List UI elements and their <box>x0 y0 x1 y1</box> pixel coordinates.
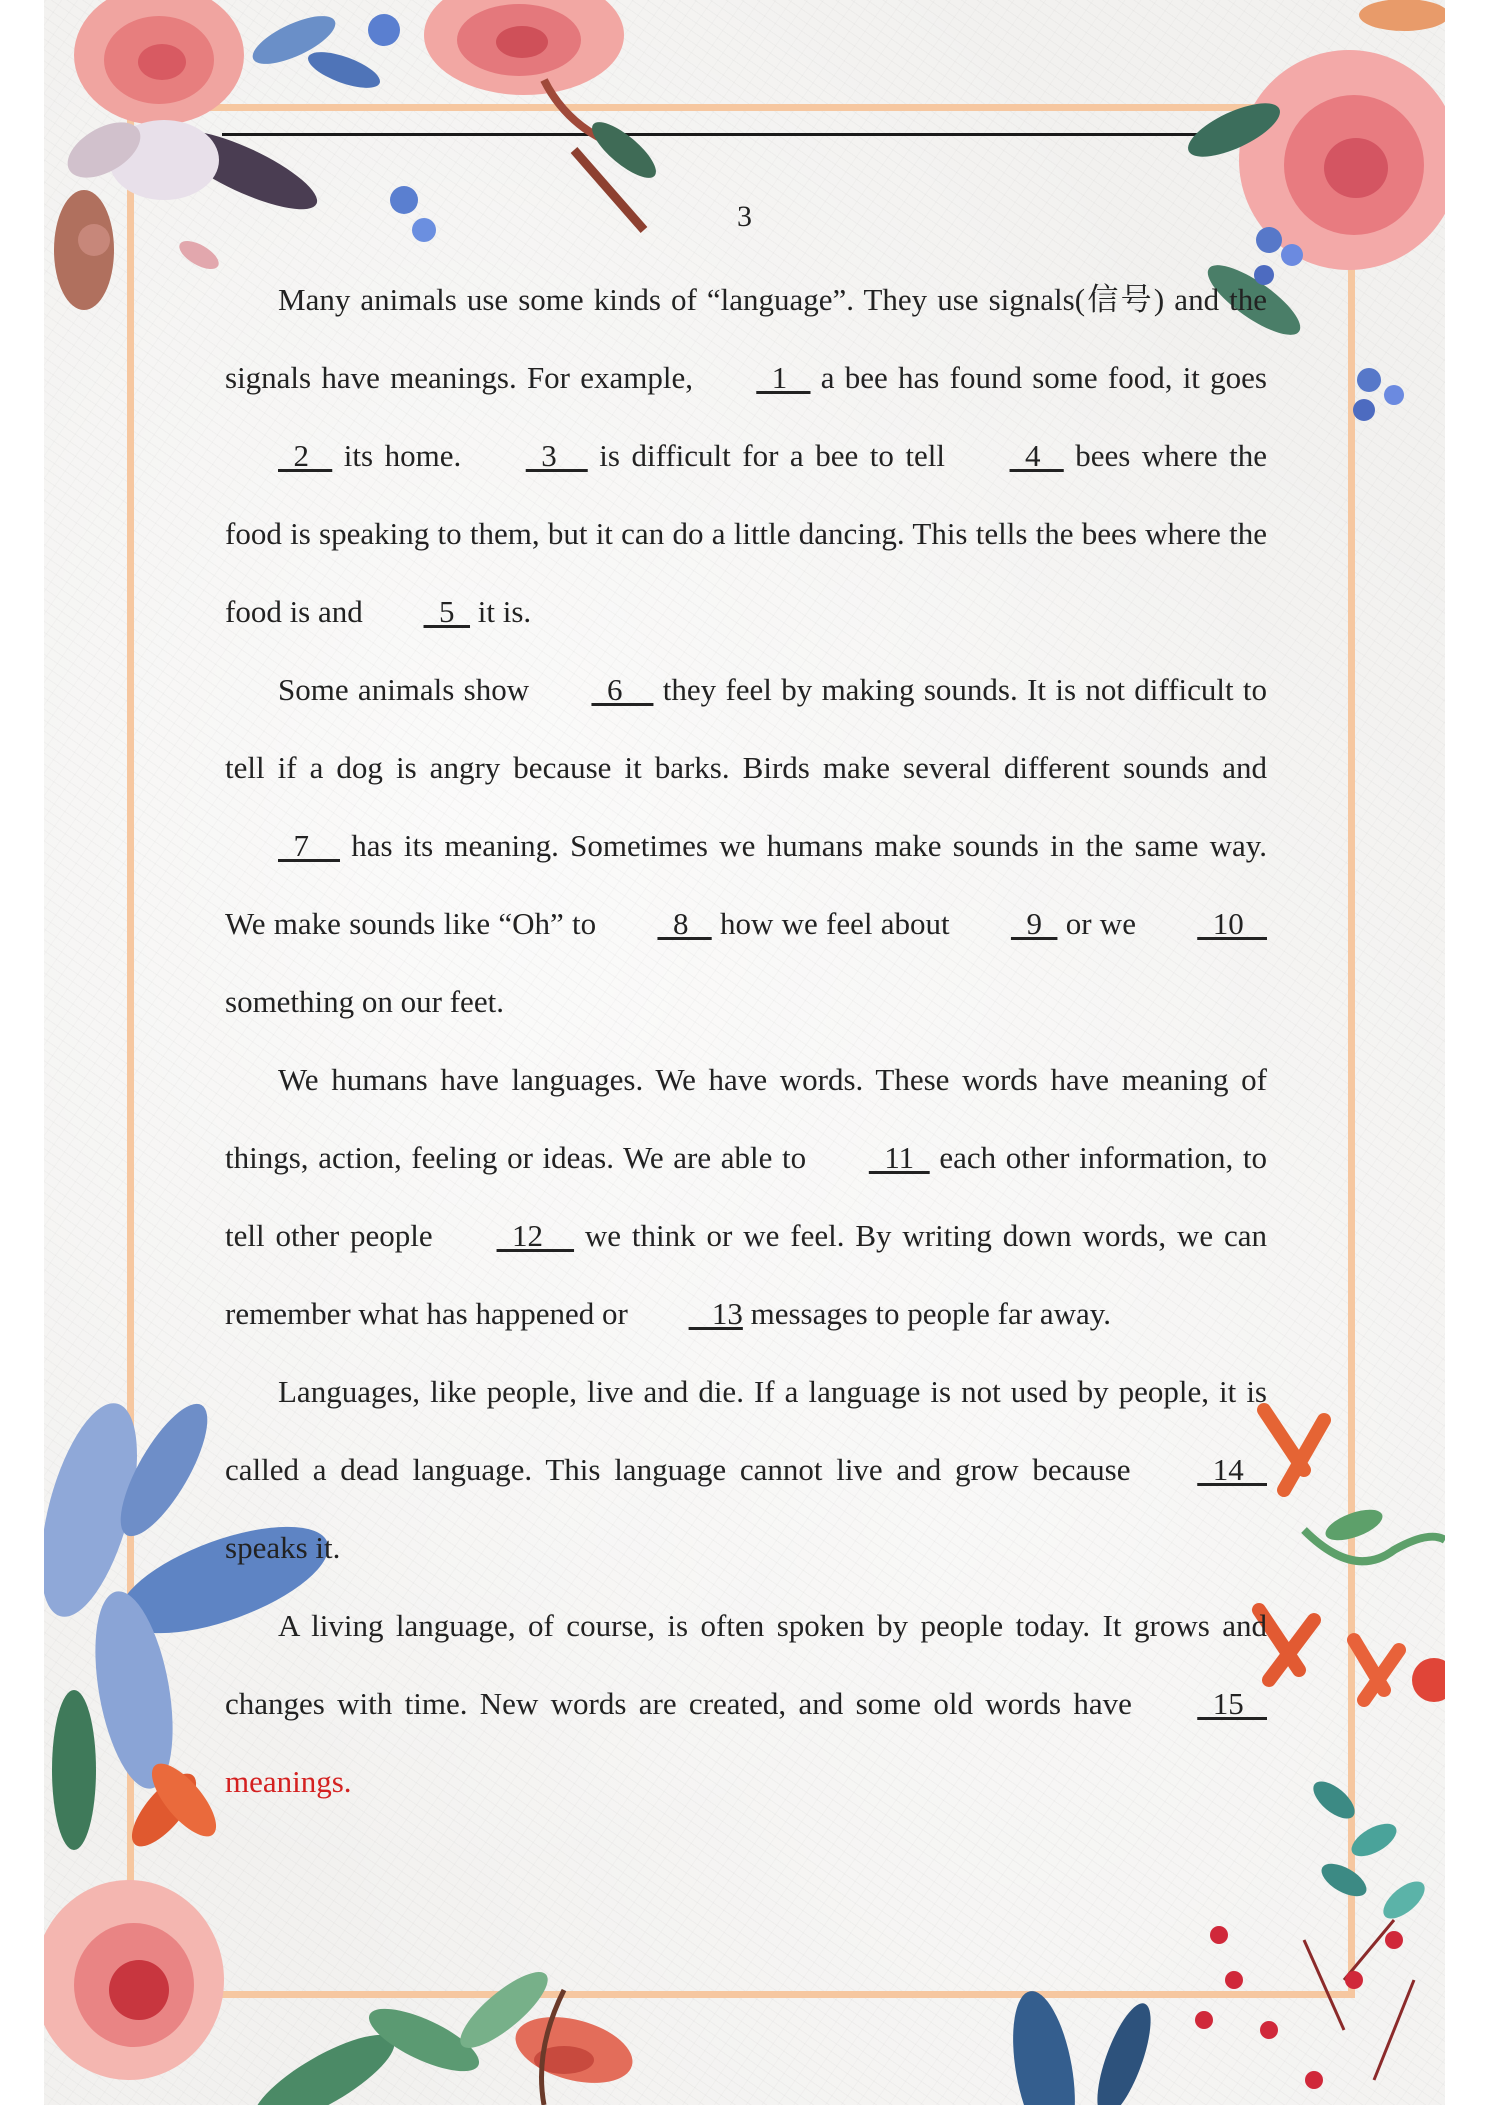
blank-14: 14 <box>1197 1452 1267 1487</box>
blank-8: 8 <box>657 906 712 941</box>
passage-text: each other information, to tell other people <box>225 1140 1267 1253</box>
passage-text: something on our feet. <box>225 984 504 1019</box>
passage-text: Languages, like people, live and die. If a language is not used by people, it is called a dead language. This language cannot live and grow because <box>225 1374 1267 1487</box>
passage-text: is difficult for a bee to tell <box>587 438 957 473</box>
passage-text: they feel by making sounds. It is not difficult to tell if a dog is angry because it barks. Birds make several different sounds and <box>225 672 1267 785</box>
passage-text: Many animals use some kinds of “language”. They use signals(信号) and the signals have meanings. For example, <box>225 282 1267 395</box>
highlighted-word: meanings. <box>225 1764 352 1799</box>
paragraph-1 <box>225 261 1267 651</box>
blank-10: 10 <box>1197 906 1267 941</box>
blank-15: 15 <box>1197 1686 1267 1721</box>
blank-6: 6 <box>591 672 654 707</box>
blank-12: 12 <box>496 1218 575 1253</box>
blank-2: 2 <box>278 438 333 473</box>
blank-5: 5 <box>423 594 471 629</box>
cloze-passage <box>225 261 1267 1821</box>
blank-7: 7 <box>278 828 340 863</box>
paragraph-5 <box>225 1587 1267 1821</box>
passage-text: messages to people far away. <box>742 1296 1111 1331</box>
passage-text: Some animals show <box>278 672 539 707</box>
passage-text: how we feel about <box>711 906 958 941</box>
passage-text: We humans have languages. We have words. These words have meaning of things, action, feeling or ideas. We are able to <box>225 1062 1267 1175</box>
blank-1: 1 <box>756 360 811 395</box>
paragraph-2 <box>225 651 1267 1041</box>
passage-text: we think or we feel. By writing down words, we can remember what has happened or <box>225 1218 1267 1331</box>
blank-9: 9 <box>1010 906 1058 941</box>
passage-text: bees where the food is speaking to them, but it can do a little dancing. This tells the bees where the food is and <box>225 438 1268 629</box>
passage-text: or we <box>1057 906 1145 941</box>
passage-text: a bee has found some food, it goes <box>810 360 1267 395</box>
blank-4: 4 <box>1009 438 1064 473</box>
worksheet-page <box>44 0 1445 2105</box>
passage-text: it is. <box>470 594 532 629</box>
page-number: 3 <box>737 200 752 233</box>
passage-text: its home. <box>332 438 473 473</box>
blank-11: 11 <box>868 1140 930 1175</box>
blank-3: 3 <box>525 438 588 473</box>
floral-decoration-bottom-center <box>344 1930 844 2105</box>
passage-text: has its meaning. Sometimes we humans make sounds in the same way. We make sounds like “Oh” to <box>225 828 1267 941</box>
blank-13: 13 <box>688 1296 743 1331</box>
passage-text: A living language, of course, is often spoken by people today. It grows and changes with time. New words are created, and some old words have <box>225 1608 1267 1721</box>
paragraph-4 <box>225 1353 1267 1587</box>
paragraph-3 <box>225 1041 1267 1353</box>
passage-text: speaks it. <box>225 1530 341 1565</box>
